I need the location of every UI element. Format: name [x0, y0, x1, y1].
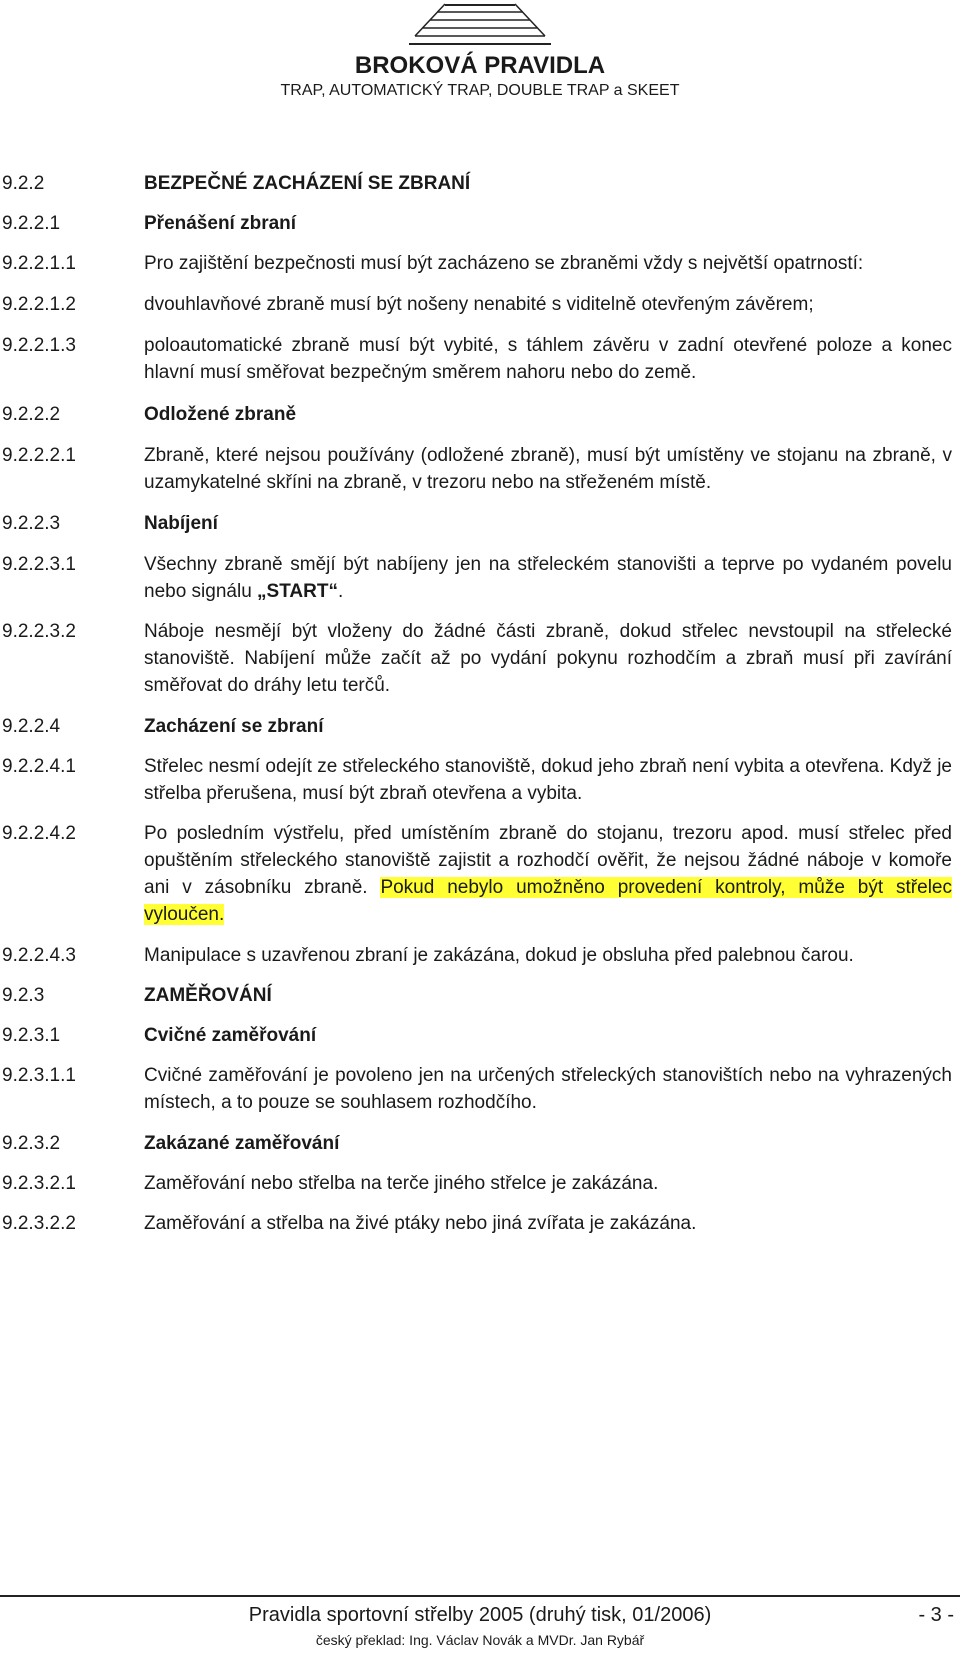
- header-title: BROKOVÁ PRAVIDLA: [354, 52, 606, 79]
- section-text: Cvičné zaměřování je povoleno jen na určených střeleckých stanovištích nebo na vyhrazených místech, a to pouze se souhlasem rozhodčího.: [144, 1065, 952, 1113]
- section-text: poloautomatické zbraně musí být vybité, s táhlem závěru v zadní otevřené poloze a konec hlavní musí směřovat bezpečným směrem nahoru nebo do země.: [144, 335, 952, 383]
- section-heading: Odložené zbraně: [144, 404, 297, 425]
- text-part: Všechny zbraně smějí být nabíjeny jen na střeleckém stanovišti a teprve po vydaném povelu nebo signálu: [144, 554, 952, 602]
- section-number: 9.2.2.3.2: [2, 621, 76, 642]
- footer-divider: [0, 1595, 960, 1597]
- section-number: 9.2.2.4.3: [2, 945, 76, 966]
- section-heading: BEZPEČNÉ ZACHÁZENÍ SE ZBRANÍ: [144, 173, 471, 194]
- section-number: 9.2.2.4.1: [2, 756, 76, 777]
- section-number: 9.2.3.1.1: [2, 1065, 76, 1086]
- section-number: 9.2.3.2.2: [2, 1213, 76, 1234]
- section-number: 9.2.2.2: [2, 404, 61, 425]
- text-part: .: [337, 581, 344, 602]
- section-text: Střelec nesmí odejít ze střeleckého stanoviště, dokud jeho zbraň není vybita a otevřena. Když je střelba přerušena, musí být zbraň otevřena a vybita.: [144, 756, 952, 804]
- section-text: dvouhlavňové zbraně musí být nošeny nenabité s viditelně otevřeným závěrem;: [144, 294, 814, 315]
- section-number: 9.2.3.2.1: [2, 1173, 76, 1194]
- section-text: Zaměřování a střelba na živé ptáky nebo jiná zvířata je zakázána.: [144, 1213, 697, 1234]
- section-number: 9.2.2.4.2: [2, 823, 76, 844]
- section-number: 9.2.2: [2, 173, 45, 194]
- start-signal: „START“: [257, 581, 338, 602]
- page-number: - 3 -: [918, 1604, 954, 1626]
- footer-title: Pravidla sportovní střelby 2005 (druhý tisk, 01/2006): [248, 1604, 712, 1626]
- text-part: Po posledním výstřelu, před umístěním zbraně do stojanu, trezoru apod. musí střelec před opuštěním střeleckého stanoviště zajistit a rozhodčí ověřit, že nejsou žádné náboje v komoře ani v zásobníku zbraně.: [144, 823, 952, 898]
- section-text: Zaměřování nebo střelba na terče jiného střelce je zakázána.: [144, 1173, 659, 1194]
- section-heading: Zakázané zaměřování: [144, 1133, 340, 1154]
- section-number: 9.2.2.4: [2, 716, 61, 737]
- section-number: 9.2.2.1: [2, 213, 61, 234]
- section-number: 9.2.2.1.2: [2, 294, 76, 315]
- section-number: 9.2.3.1: [2, 1025, 61, 1046]
- pedestal-logo-icon: [405, 0, 555, 48]
- section-number: 9.2.3: [2, 985, 45, 1006]
- section-text: [144, 820, 952, 928]
- footer-credits: český překlad: Ing. Václav Novák a MVDr. Jan Rybář: [315, 1632, 645, 1648]
- section-heading: ZAMĚŘOVÁNÍ: [144, 985, 272, 1006]
- section-number: 9.2.2.3.1: [2, 554, 76, 575]
- section-number: 9.2.2.3: [2, 513, 61, 534]
- section-text: Náboje nesmějí být vloženy do žádné části zbraně, dokud střelec nevstoupil na střelecké stanoviště. Nabíjení může začít až po vydání pokynu rozhodčím a zbraň musí při zavírání směřovat do dráhy letu terčů.: [144, 621, 952, 696]
- header-subtitle: TRAP, AUTOMATICKÝ TRAP, DOUBLE TRAP a SKEET: [280, 82, 680, 99]
- section-text: Pro zajištění bezpečnosti musí být zacházeno se zbraněmi vždy s největší opatrností:: [144, 253, 864, 274]
- section-heading: Nabíjení: [144, 513, 218, 534]
- section-text: Zbraně, které nejsou používány (odložené zbraně), musí být umístěny ve stojanu na zbraně, v uzamykatelné skříni na zbraně, v trezoru nebo na střeženém místě.: [144, 445, 952, 493]
- section-heading: Cvičné zaměřování: [144, 1025, 317, 1046]
- section-heading: Zacházení se zbraní: [144, 716, 324, 737]
- section-number: 9.2.2.2.1: [2, 445, 76, 466]
- section-number: 9.2.3.2: [2, 1133, 61, 1154]
- section-text: Manipulace s uzavřenou zbraní je zakázána, dokud je obsluha před palebnou čarou.: [144, 945, 854, 966]
- section-heading: Přenášení zbraní: [144, 213, 297, 234]
- highlighted-text: Pokud nebylo umožněno provedení kontroly, může být střelec vyloučen.: [144, 877, 952, 925]
- section-number: 9.2.2.1.3: [2, 335, 76, 356]
- section-number: 9.2.2.1.1: [2, 253, 76, 274]
- section-text: [144, 551, 952, 605]
